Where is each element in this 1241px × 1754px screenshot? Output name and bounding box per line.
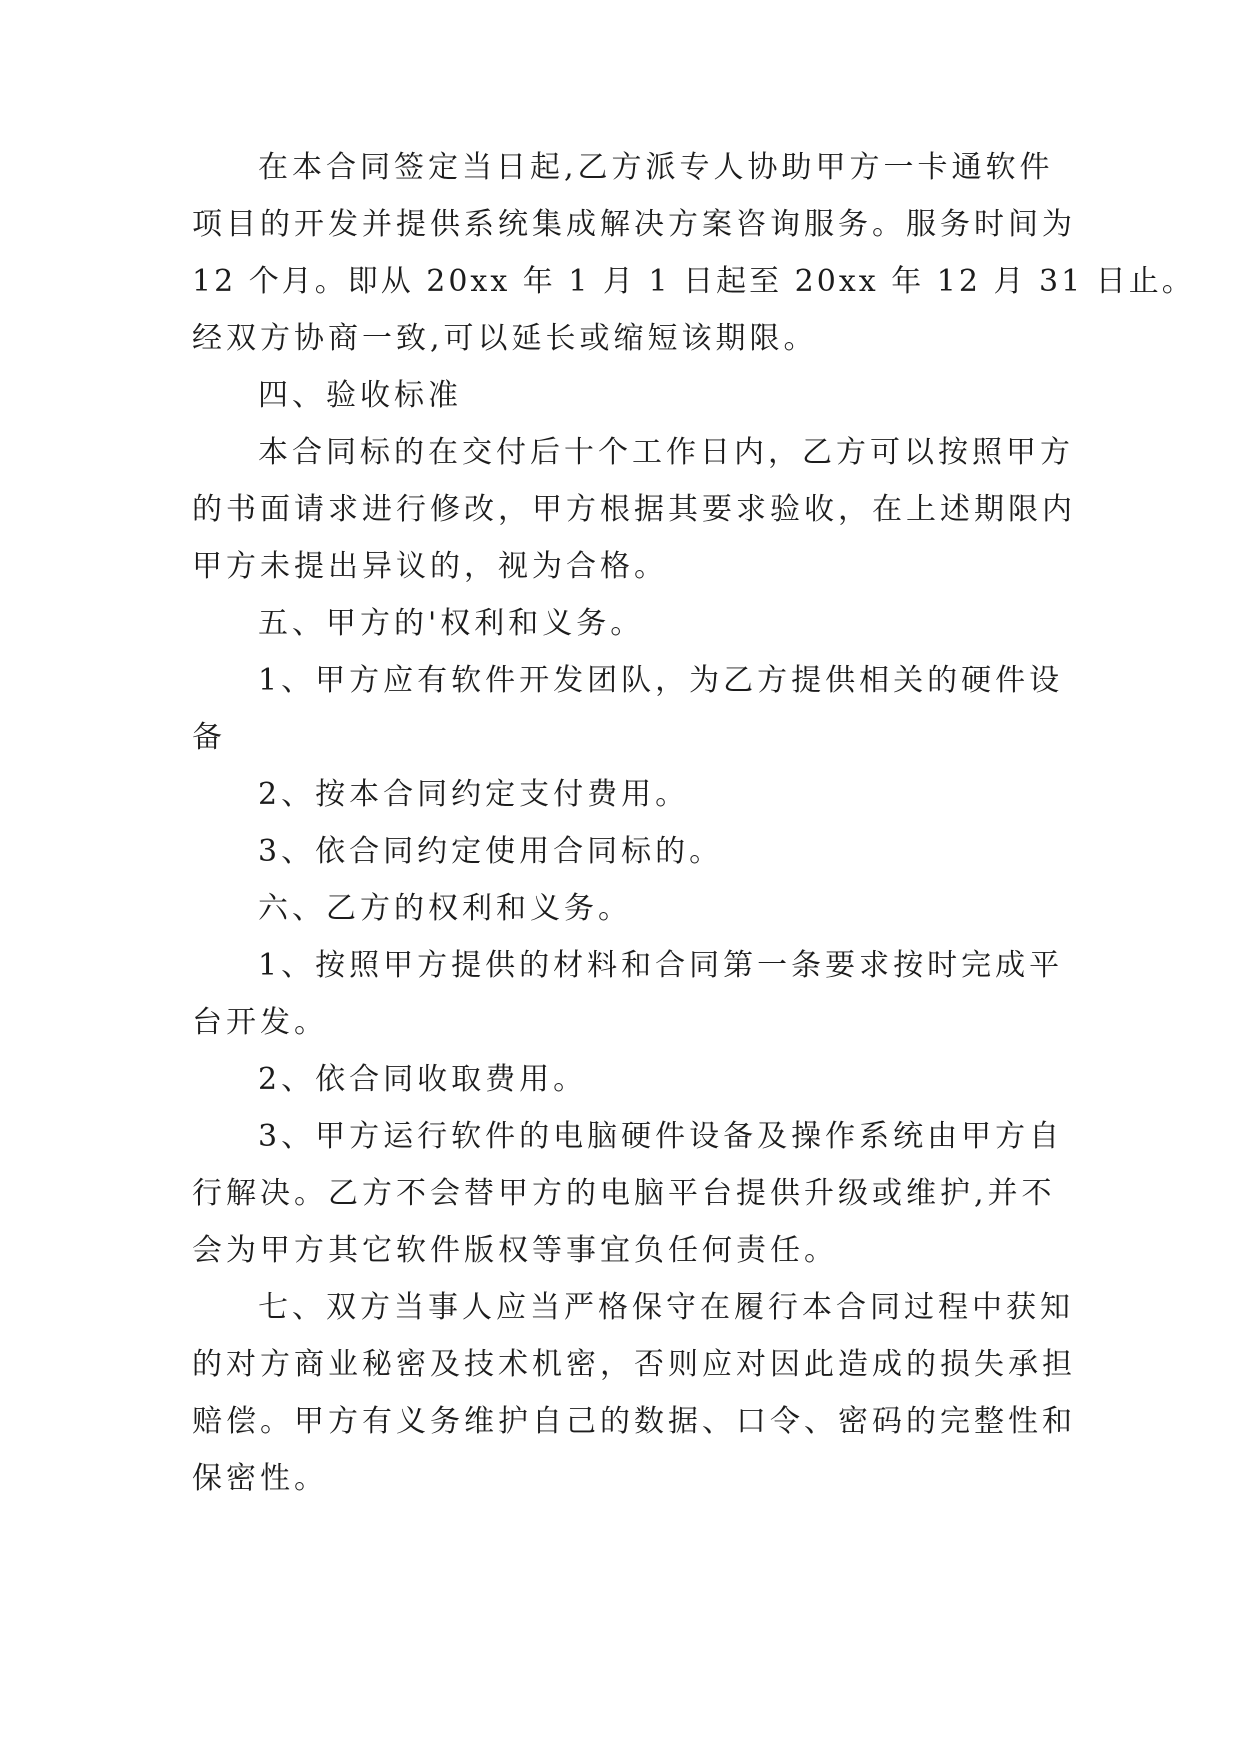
body-line-8: 1、甲方应有软件开发团队，为乙方提供相关的硬件设	[258, 663, 1064, 698]
body-line-16: 行解决。乙方不会替甲方的电脑平台提供升级或维护,并不	[192, 1176, 1056, 1211]
body-line-3: 12 个月。即从 20xx 年 1 月 1 日起至 20xx 年 12 月 31 日止。	[192, 264, 1195, 299]
body-line-6: 的书面请求进行修改，甲方根据其要求验收，在上述期限内	[192, 492, 1076, 527]
body-line-10: 2、按本合同约定支付费用。	[258, 777, 690, 812]
section-heading-5: 五、甲方的'权利和义务。	[258, 606, 645, 641]
section-heading-7: 七、双方当事人应当严格保守在履行本合同过程中获知	[258, 1290, 1074, 1325]
body-line-7: 甲方未提出异议的，视为合格。	[192, 549, 668, 584]
body-line-17: 会为甲方其它软件版权等事宜负任何责任。	[192, 1233, 838, 1268]
body-line-15: 3、甲方运行软件的电脑硬件设备及操作系统由甲方自	[258, 1119, 1064, 1154]
body-line-1: 在本合同签定当日起,乙方派专人协助甲方一卡通软件	[258, 150, 1054, 185]
section-heading-6: 六、乙方的权利和义务。	[258, 891, 632, 926]
body-line-19: 赔偿。甲方有义务维护自己的数据、口令、密码的完整性和	[192, 1404, 1076, 1439]
body-line-4: 经双方协商一致,可以延长或缩短该期限。	[192, 321, 818, 356]
section-heading-4: 四、验收标准	[258, 378, 462, 413]
body-line-11: 3、依合同约定使用合同标的。	[258, 834, 724, 869]
body-line-12: 1、按照甲方提供的材料和合同第一条要求按时完成平	[258, 948, 1064, 983]
body-line-20: 保密性。	[192, 1461, 328, 1496]
body-line-5: 本合同标的在交付后十个工作日内，乙方可以按照甲方	[258, 435, 1074, 470]
body-line-13: 台开发。	[192, 1005, 328, 1040]
body-line-18: 的对方商业秘密及技术机密，否则应对因此造成的损失承担	[192, 1347, 1076, 1382]
body-line-2: 项目的开发并提供系统集成解决方案咨询服务。服务时间为	[192, 207, 1076, 242]
body-line-14: 2、依合同收取费用。	[258, 1062, 588, 1097]
body-line-9: 备	[192, 720, 226, 755]
